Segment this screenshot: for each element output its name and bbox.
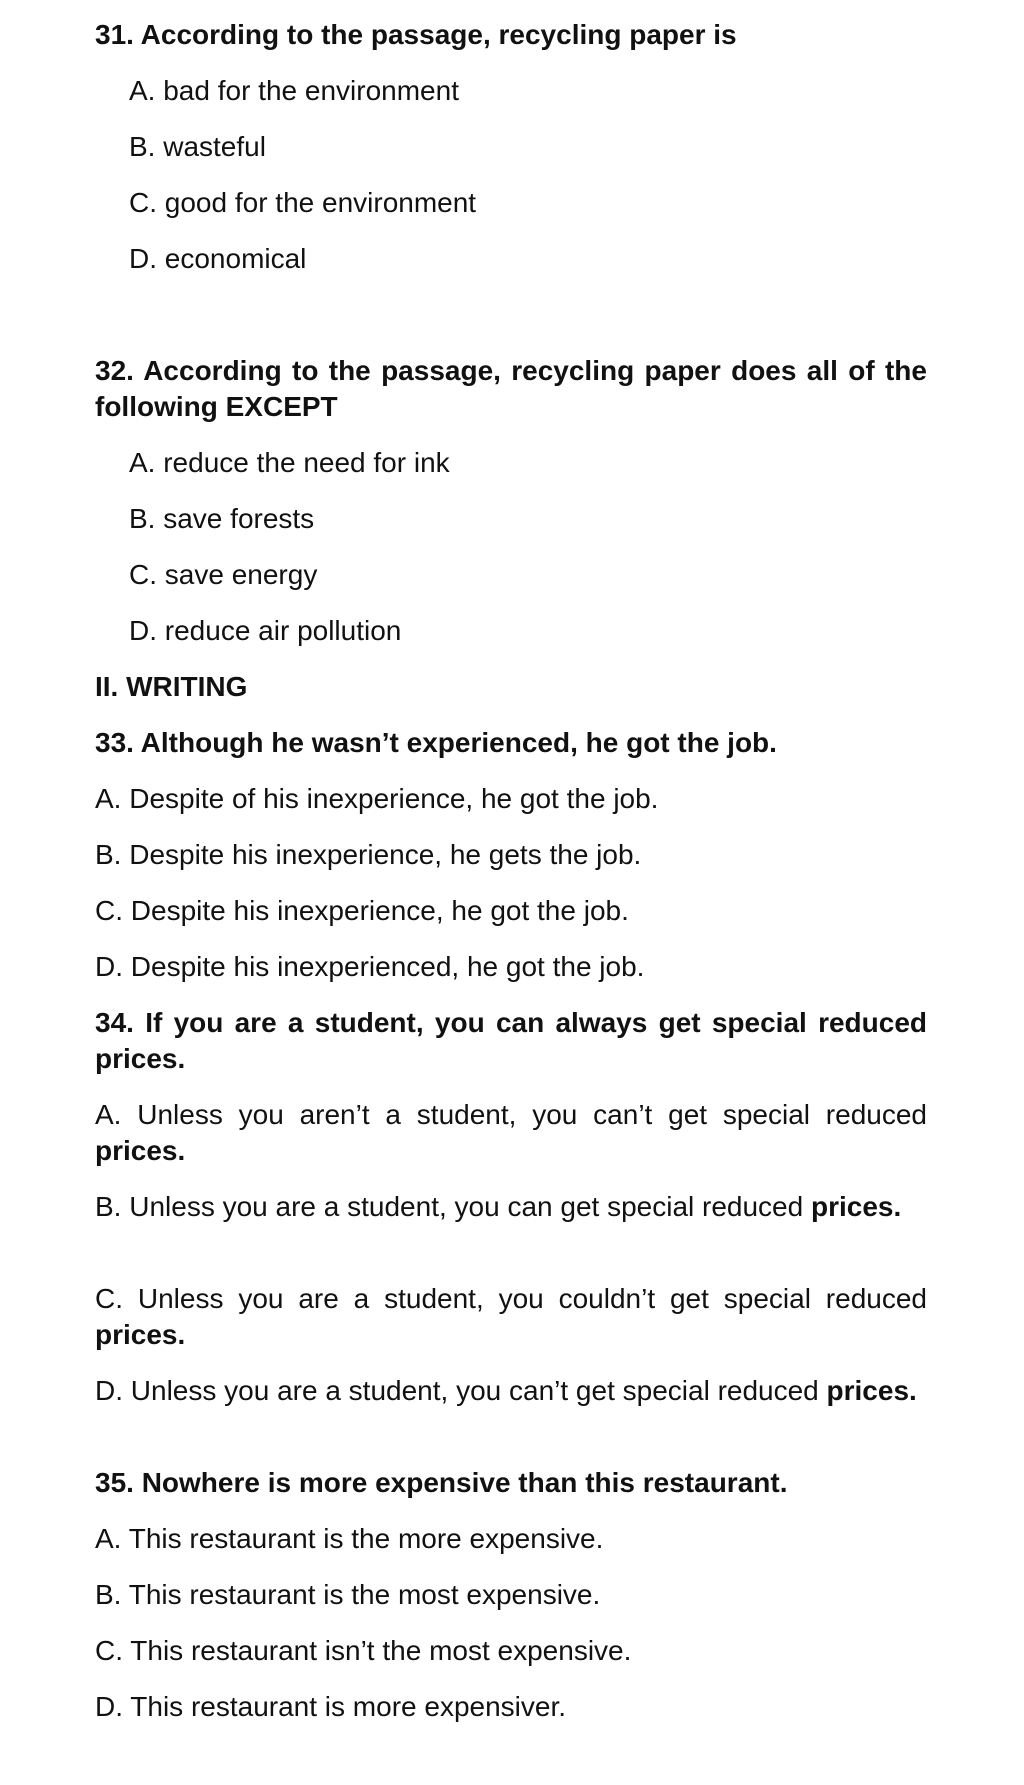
question-34-option-d-tail: prices.	[826, 1375, 917, 1406]
question-34-option-b-tail: prices.	[810, 1191, 902, 1222]
question-34-option-c	[95, 1281, 927, 1353]
question-34-option-b-text: B. Unless you are a student, you can get special reduced	[95, 1191, 804, 1222]
question-34-option-a	[95, 1097, 927, 1169]
section-heading-writing: II. WRITING	[95, 671, 248, 702]
question-32-option-b: B. save forests	[129, 503, 315, 534]
question-34-option-d-text: D. Unless you are a student, you can’t get special reduced	[95, 1375, 819, 1406]
question-34-option-a-tail: prices.	[95, 1135, 186, 1166]
question-33-stem: 33. Although he wasn’t experienced, he got the job.	[95, 727, 777, 758]
question-35-option-c: C. This restaurant isn’t the most expensive.	[95, 1635, 632, 1666]
question-34-option-d	[95, 1373, 927, 1409]
question-32-stem: 32. According to the passage, recycling paper does all of the following EXCEPT	[95, 355, 927, 422]
question-31-option-a: A. bad for the environment	[129, 75, 459, 106]
question-32-option-d: D. reduce air pollution	[129, 615, 402, 646]
question-35-stem: 35. Nowhere is more expensive than this restaurant.	[95, 1467, 788, 1498]
question-31-stem: 31. According to the passage, recycling paper is	[95, 19, 737, 50]
question-33-option-a: A. Despite of his inexperience, he got the job.	[95, 783, 659, 814]
question-34-stem: 34. If you are a student, you can always get special reduced prices.	[95, 1007, 927, 1074]
question-35-option-d: D. This restaurant is more expensiver.	[95, 1691, 567, 1722]
question-31-option-b: B. wasteful	[129, 131, 266, 162]
question-31-option-d: D. economical	[129, 243, 307, 274]
question-35-option-b: B. This restaurant is the most expensive.	[95, 1579, 601, 1610]
question-31-option-c: C. good for the environment	[129, 187, 477, 218]
question-32-option-a: A. reduce the need for ink	[129, 447, 450, 478]
question-34-option-c-tail: prices.	[95, 1319, 186, 1350]
question-33-option-d: D. Despite his inexperienced, he got the job.	[95, 951, 645, 982]
question-34-option-c-text: C. Unless you are a student, you couldn’t get special reduced	[95, 1283, 927, 1314]
question-34-option-a-text: A. Unless you aren’t a student, you can’t get special reduced	[95, 1099, 927, 1130]
question-33-option-b: B. Despite his inexperience, he gets the job.	[95, 839, 642, 870]
question-33-option-c: C. Despite his inexperience, he got the job.	[95, 895, 629, 926]
question-34-option-b	[95, 1189, 927, 1225]
question-32-option-c: C. save energy	[129, 559, 318, 590]
question-35-option-a: A. This restaurant is the more expensive.	[95, 1523, 604, 1554]
